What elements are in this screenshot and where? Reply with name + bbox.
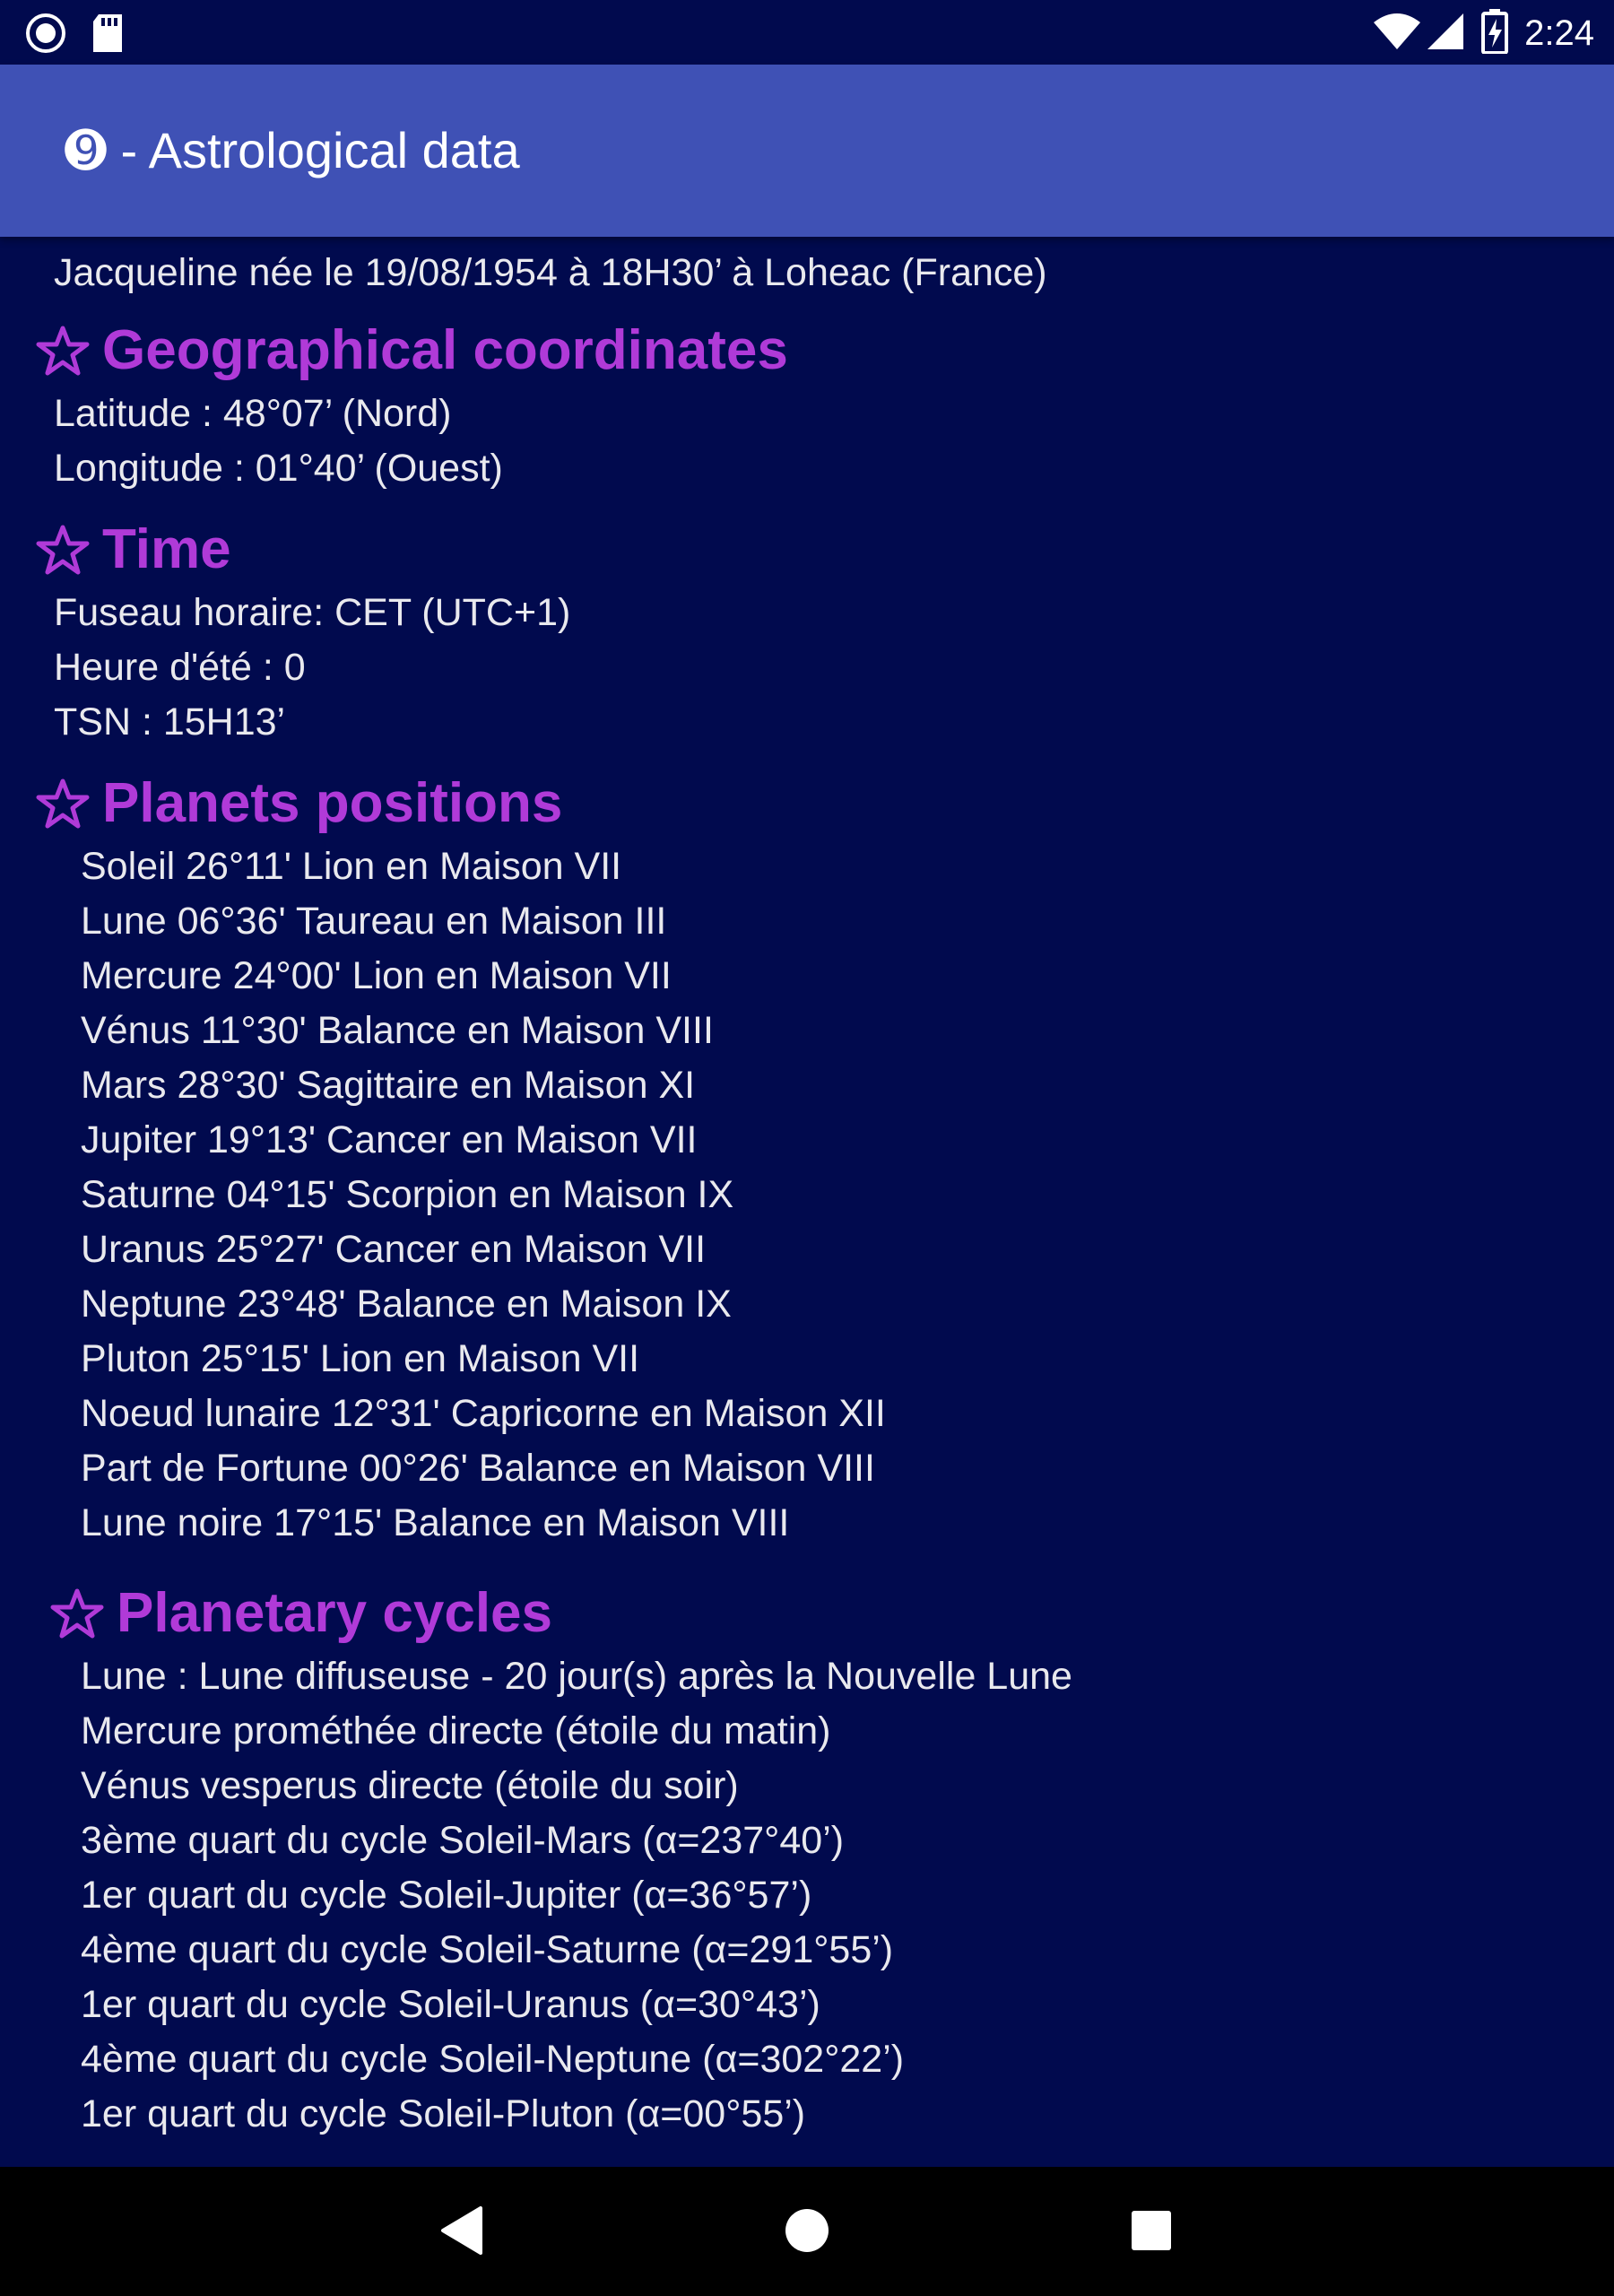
record-icon bbox=[25, 13, 66, 57]
list-item: Lune : Lune diffuseuse - 20 jour(s) après la Nouvelle Lune bbox=[81, 1655, 1072, 1698]
list-item: 4ème quart du cycle Soleil-Saturne (α=291°55’) bbox=[81, 1928, 894, 1971]
section-heading-text: Time bbox=[102, 518, 231, 580]
list-item: Lune 06°36' Taureau en Maison III bbox=[81, 900, 667, 943]
list-item: Saturne 04°15' Scorpion en Maison IX bbox=[81, 1173, 734, 1216]
list-item: 1er quart du cycle Soleil-Pluton (α=00°55’) bbox=[81, 2092, 806, 2135]
list-item: Uranus 25°27' Cancer en Maison VII bbox=[81, 1228, 707, 1271]
list-item: Pluton 25°15' Lion en Maison VII bbox=[81, 1337, 640, 1380]
list-item: Longitude : 01°40’ (Ouest) bbox=[54, 447, 503, 490]
list-item: Jupiter 19°13' Cancer en Maison VII bbox=[81, 1118, 698, 1161]
list-item: Mercure prométhée directe (étoile du matin) bbox=[81, 1709, 831, 1752]
section-heading-text: Geographical coordinates bbox=[102, 319, 788, 381]
back-icon[interactable] bbox=[436, 2199, 490, 2266]
status-bar bbox=[0, 0, 1614, 65]
app-bar bbox=[0, 65, 1614, 237]
section-heading-planets bbox=[0, 768, 1614, 839]
star-icon bbox=[36, 324, 90, 378]
wifi-icon bbox=[1372, 12, 1422, 55]
intro-text: Jacqueline née le 19/08/1954 à 18H30’ à Loheac (France) bbox=[54, 251, 1047, 294]
page-title: ➒ - Astrological data bbox=[65, 122, 520, 178]
battery-charging-icon bbox=[1481, 9, 1508, 57]
list-item: Vénus 11°30' Balance en Maison VIII bbox=[81, 1009, 714, 1052]
home-icon[interactable] bbox=[778, 2199, 836, 2266]
list-item: Lune noire 17°15' Balance en Maison VIII bbox=[81, 1501, 790, 1544]
list-item: Noeud lunaire 12°31' Capricorne en Maison XII bbox=[81, 1392, 886, 1435]
list-item: Part de Fortune 00°26' Balance en Maison VIII bbox=[81, 1447, 875, 1490]
recents-icon[interactable] bbox=[1124, 2199, 1178, 2266]
list-item: 1er quart du cycle Soleil-Uranus (α=30°43’) bbox=[81, 1983, 820, 2026]
section-heading-text: Planets positions bbox=[102, 772, 563, 834]
list-item: 3ème quart du cycle Soleil-Mars (α=237°40’) bbox=[81, 1819, 845, 1862]
star-icon bbox=[36, 777, 90, 831]
list-item: Mercure 24°00' Lion en Maison VII bbox=[81, 954, 672, 997]
star-icon bbox=[36, 523, 90, 577]
navigation-bar bbox=[0, 2167, 1614, 2296]
section-heading-cycles bbox=[0, 1578, 1614, 1649]
list-item: Heure d'été : 0 bbox=[54, 646, 306, 689]
cell-signal-icon bbox=[1426, 12, 1465, 55]
list-item: TSN : 15H13’ bbox=[54, 700, 286, 744]
list-item: Mars 28°30' Sagittaire en Maison XI bbox=[81, 1064, 696, 1107]
section-heading-time bbox=[0, 514, 1614, 586]
list-item: 4ème quart du cycle Soleil-Neptune (α=302°22’) bbox=[81, 2038, 905, 2081]
list-item: Fuseau horaire: CET (UTC+1) bbox=[54, 591, 571, 634]
list-item: Latitude : 48°07’ (Nord) bbox=[54, 392, 452, 435]
section-heading-text: Planetary cycles bbox=[117, 1582, 553, 1644]
section-heading-geo bbox=[0, 315, 1614, 387]
clock-time: 2:24 bbox=[1524, 13, 1594, 53]
content-scroll-area[interactable] bbox=[0, 237, 1614, 2167]
list-item: 1er quart du cycle Soleil-Jupiter (α=36°57’) bbox=[81, 1874, 812, 1917]
list-item: Soleil 26°11' Lion en Maison VII bbox=[81, 845, 622, 888]
star-icon bbox=[50, 1587, 104, 1640]
list-item: Neptune 23°48' Balance en Maison IX bbox=[81, 1283, 732, 1326]
sd-card-icon bbox=[90, 13, 126, 57]
list-item: Vénus vesperus directe (étoile du soir) bbox=[81, 1764, 739, 1807]
